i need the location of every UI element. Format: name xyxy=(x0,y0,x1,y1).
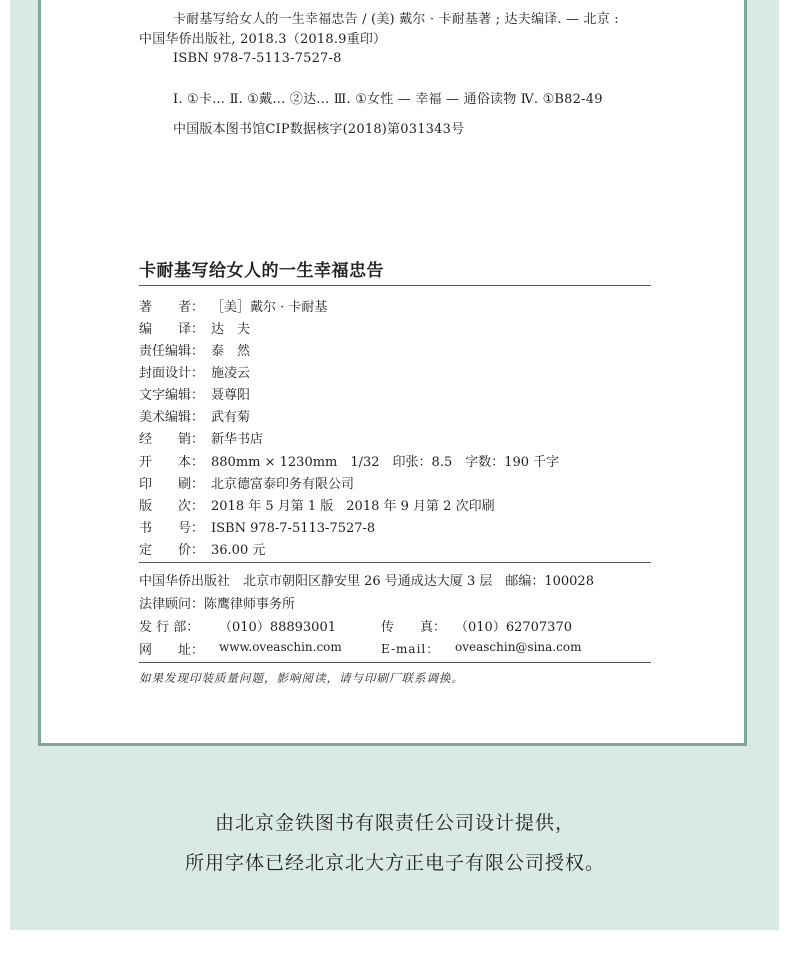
font-credit-line-2: 所用字体已经北京北大方正电子有限公司授权。 xyxy=(184,852,605,874)
email-label: E-mail： xyxy=(381,642,440,656)
detail-row: 美术编辑： 武有菊 xyxy=(139,410,251,425)
email-address[interactable]: oveaschin@sina.com xyxy=(455,640,582,654)
fax-label: 传 真： xyxy=(381,620,447,635)
detail-row: 书 号： ISBN 978-7-5113-7527-8 xyxy=(139,521,376,536)
detail-row: 责任编辑： 泰 然 xyxy=(139,344,251,359)
book-title: 卡耐基写给女人的一生幸福忠告 xyxy=(139,261,384,281)
detail-row: 版 次： 2018 年 5 月第 1 版 2018 年 9 月第 2 次印刷 xyxy=(139,499,495,514)
fax-number: （010）62707370 xyxy=(455,620,572,635)
quality-note: 如果发现印装质量问题，影响阅读，请与印刷厂联系调换。 xyxy=(139,671,464,685)
cip-number: 中国版本图书馆CIP数据核字(2018)第031343号 xyxy=(173,122,465,137)
cip-isbn: ISBN 978-7-5113-7527-8 xyxy=(173,51,342,66)
detail-row: 著 者： ［美］戴尔 · 卡耐基 xyxy=(139,300,328,315)
website-label: 网 址： xyxy=(139,643,205,658)
sales-phone: （010）88893001 xyxy=(219,620,336,635)
sales-label: 发 行 部： xyxy=(139,620,200,635)
copyright-page xyxy=(38,0,747,746)
divider xyxy=(139,562,651,563)
legal-counsel: 法律顾问：陈鹰律师事务所 xyxy=(139,597,296,612)
detail-row: 印 刷： 北京德富泰印务有限公司 xyxy=(139,477,355,492)
publisher-address: 中国华侨出版社 北京市朝阳区静安里 26 号通成达大厦 3 层 邮编：100028 xyxy=(139,574,594,589)
detail-row: 封面设计： 施凌云 xyxy=(139,366,251,381)
cip-line-2: 中国华侨出版社, 2018.3（2018.9重印） xyxy=(139,32,387,47)
detail-row: 开 本： 880mm × 1230mm 1/32 印张：8.5 字数：190 千字 xyxy=(139,455,560,470)
font-credit-line-1: 由北京金铁图书有限责任公司设计提供， xyxy=(214,812,575,834)
detail-row: 定 价： 36.00 元 xyxy=(139,543,266,558)
cip-line-1: 卡耐基写给女人的一生幸福忠告 / (美) 戴尔 · 卡耐基著 ; 达夫编译. — 北京 : xyxy=(173,12,619,27)
detail-row: 文字编辑： 聂尊阳 xyxy=(139,388,251,403)
divider xyxy=(139,662,651,663)
detail-row: 经 销： 新华书店 xyxy=(139,432,264,447)
detail-row: 编 译： 达 夫 xyxy=(139,322,251,337)
cip-classification: Ⅰ. ①卡… Ⅱ. ①戴… ②达… Ⅲ. ①女性 — 幸福 — 通俗读物 Ⅳ. ①B82-49 xyxy=(173,92,603,107)
website-url[interactable]: www.oveaschin.com xyxy=(219,640,342,654)
divider xyxy=(139,285,651,286)
